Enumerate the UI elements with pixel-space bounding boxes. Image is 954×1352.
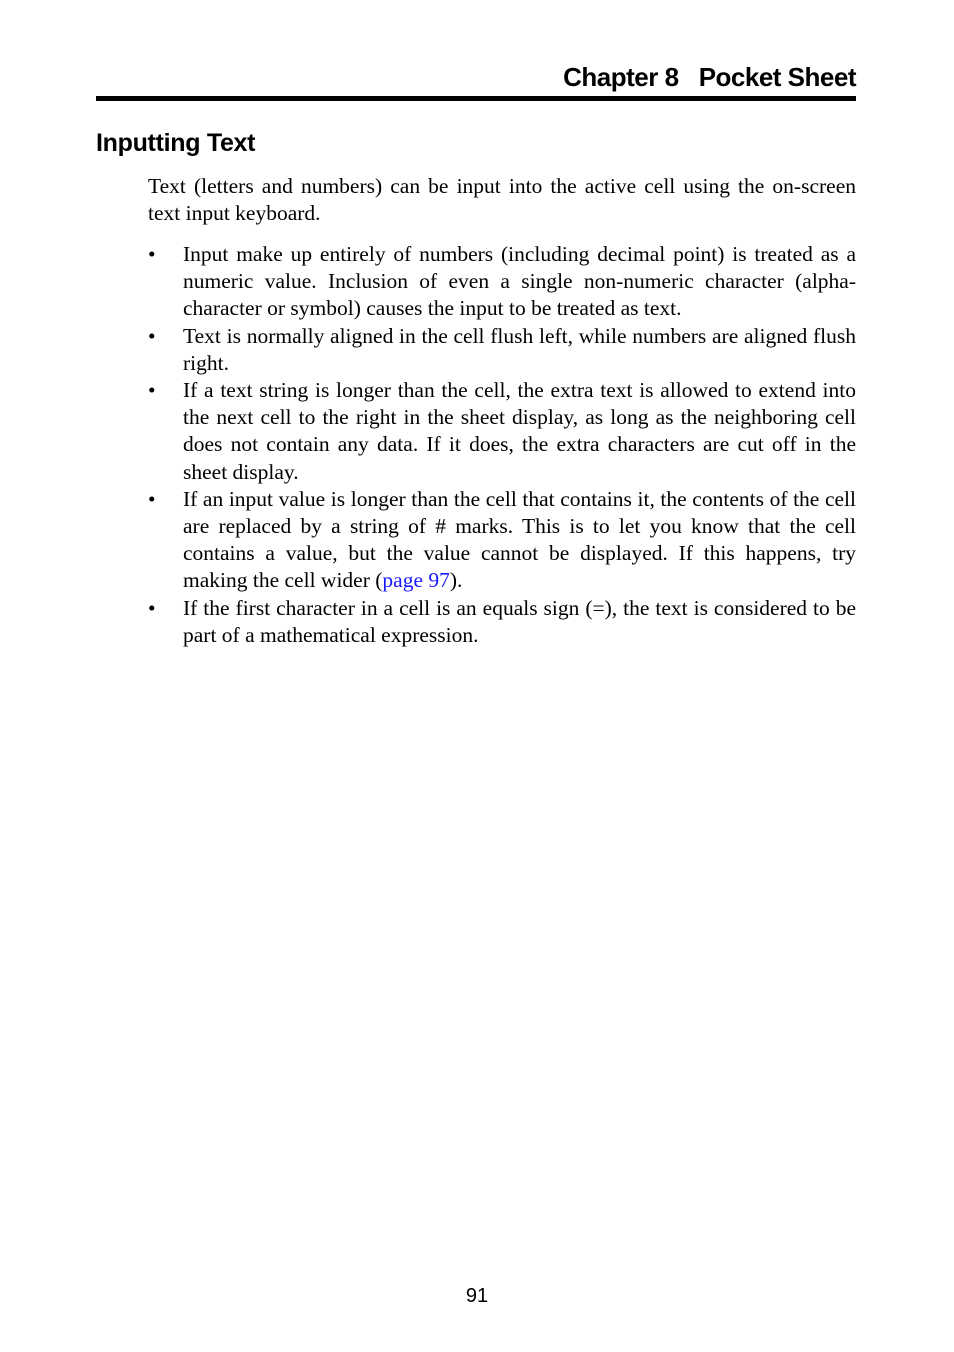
page-97-link[interactable]: page 97 xyxy=(382,568,450,593)
bullet-icon: • xyxy=(148,242,156,266)
bullet-icon: • xyxy=(148,323,156,348)
bullet-icon: • xyxy=(148,486,156,511)
page-number: 91 xyxy=(465,1285,489,1307)
list-item-text: Text is normally aligned in the cell flush left, while numbers are aligned flush right. xyxy=(183,323,856,375)
bullet-list xyxy=(148,241,856,649)
list-item-text-before-link: If an input value is longer than the cell that contains it, the contents of the cell are replaced by a string of # marks. This is to let you know that the cell contains a value, but the value cannot be displayed. If this happens, try making the cell wider ( xyxy=(183,486,856,593)
header-rule xyxy=(96,96,856,101)
list-item-text: If the first character in a cell is an equals sign (=), the text is considered to be part of a mathematical expression. xyxy=(183,595,856,647)
page-header xyxy=(96,58,856,102)
list-item xyxy=(148,241,856,323)
bullet-icon: • xyxy=(148,595,156,620)
list-item-text: If a text string is longer than the cell, the extra text is allowed to extend into the next cell to the right in the sheet display, as long as the neighboring cell does not contain any data. If it does, the extra characters are cut off in the sheet display. xyxy=(183,378,856,484)
list-item xyxy=(148,377,856,486)
chapter-title: Chapter 8 Pocket Sheet xyxy=(563,62,856,92)
list-item xyxy=(148,486,856,595)
list-item-text-after-link: ). xyxy=(449,568,463,593)
intro-paragraph: Text (letters and numbers) can be input into the active cell using the on-screen text input keyboard. xyxy=(148,174,856,226)
list-item xyxy=(148,595,856,649)
section-heading: Inputting Text xyxy=(96,129,256,157)
list-item xyxy=(148,323,856,377)
bullet-icon: • xyxy=(148,378,156,403)
list-item-text: Input make up entirely of numbers (including decimal point) is treated as a numeric value. Inclusion of even a single non-numeric character (alpha-character or symbol) causes the input to be treated as text. xyxy=(183,242,856,321)
